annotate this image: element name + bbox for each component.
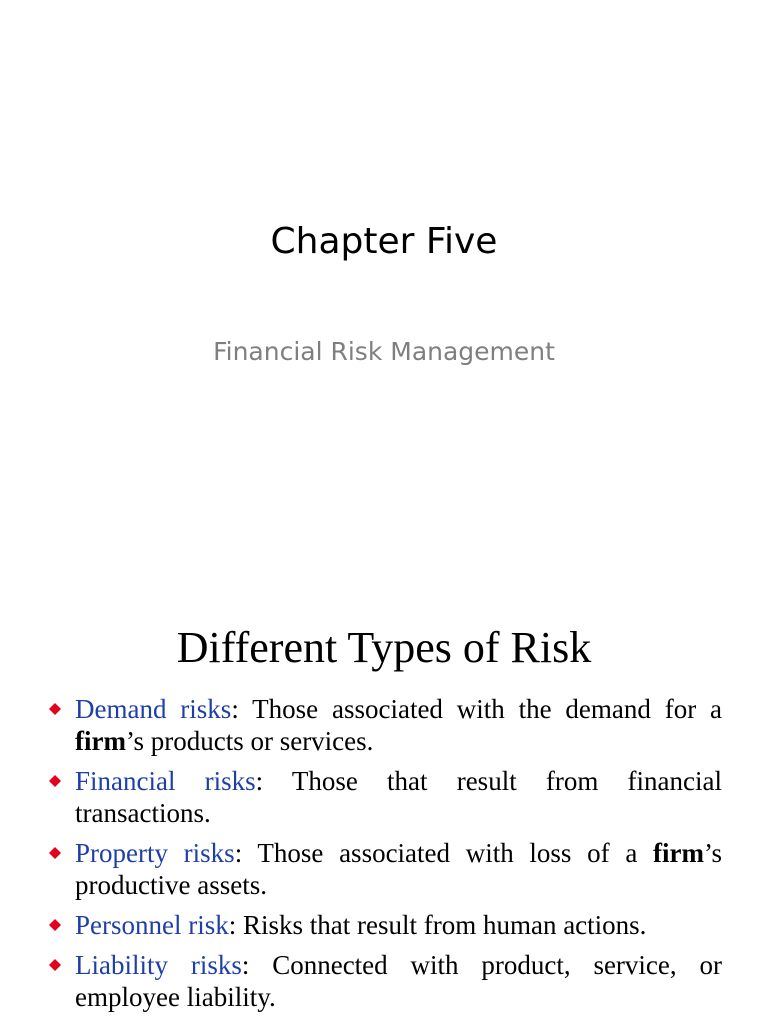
risk-item-demand [48,693,722,757]
risk-item-personnel [48,909,722,941]
risk-term: Property risks [75,838,235,868]
risk-description: : Those that result from financial transactions. [75,766,722,828]
risk-description: : Those associated with loss of a [234,838,653,868]
risk-description: : Those associated with the demand for a [231,694,722,724]
risk-item-liability [48,949,722,1013]
diamond-bullet-icon [48,918,62,932]
risk-description-emphasis: firm [75,726,126,756]
risk-item-property [48,837,722,901]
diamond-bullet-icon [48,958,62,972]
risk-term: Demand risks [75,694,232,724]
risk-term: Financial risks [75,766,256,796]
risk-description: ’s productive assets. [75,838,722,900]
risk-description: : Connected with product, service, or employee liability. [75,950,722,1012]
slide-title: Chapter Five [270,221,498,262]
diamond-bullet-icon [48,774,62,788]
risk-list [48,693,722,1021]
risk-term: Liability risks [75,950,242,980]
section-heading: Different Types of Risk [176,623,592,672]
risk-description: ’s products or services. [125,726,374,756]
risk-description-emphasis: firm [653,838,704,868]
risk-item-financial [48,765,722,829]
diamond-bullet-icon [48,846,62,860]
risk-term: Personnel risk [75,910,229,940]
diamond-bullet-icon [48,702,62,716]
slide-subtitle: Financial Risk Management [213,337,555,366]
risk-description: : Risks that result from human actions. [228,910,647,940]
